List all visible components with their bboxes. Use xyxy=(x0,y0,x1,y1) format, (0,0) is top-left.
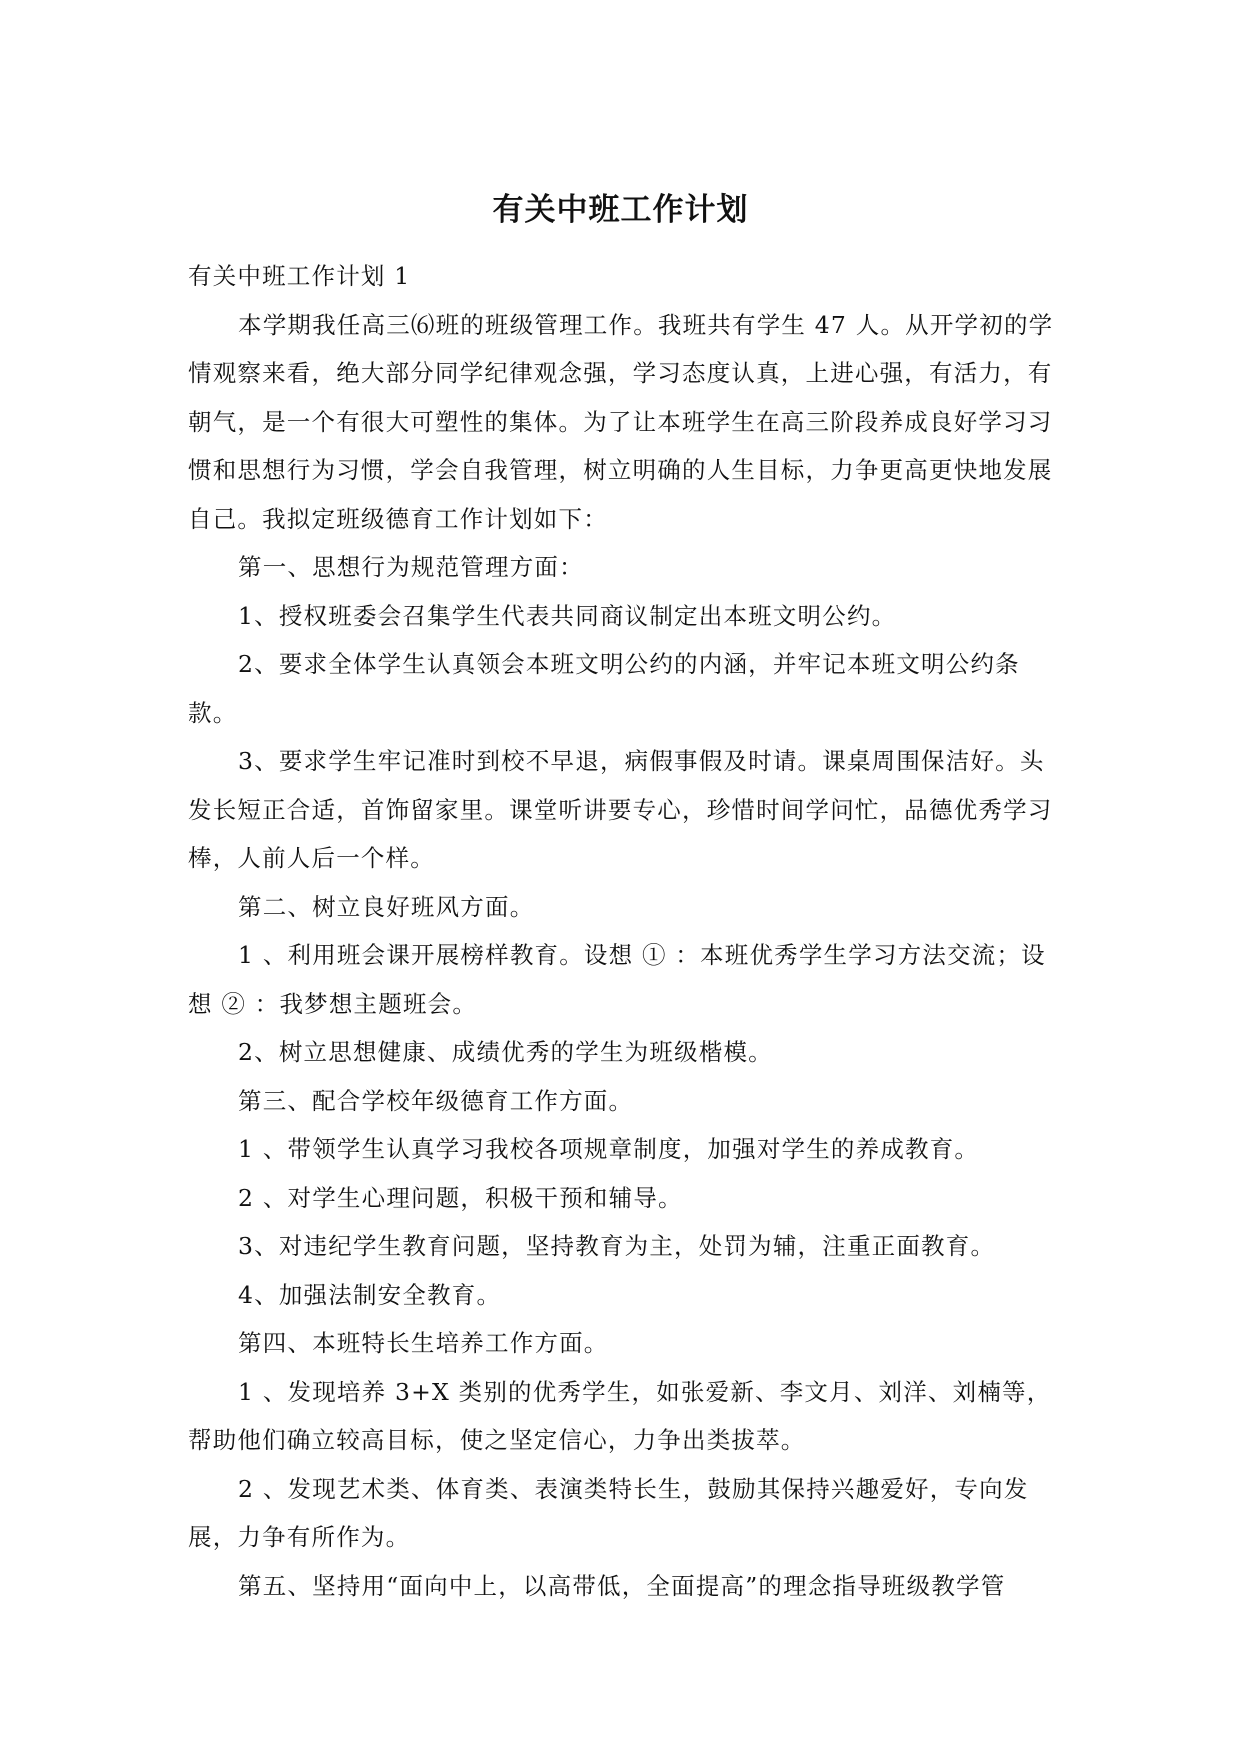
list-item: 4、加强法制安全教育。 xyxy=(238,1280,502,1309)
list-item: 3、要求学生牢记准时到校不早退，病假事假及时请。课桌周围保洁好。头发长短正合适，首饰留家里。课堂听讲要专心，珍惜时间学问忙，品德优秀学习棒，人前人后一个样。 xyxy=(188,747,1053,872)
section-heading-1: 第一、思想行为规范管理方面： xyxy=(238,553,584,581)
section-heading-4: 第四、本班特长生培养工作方面。 xyxy=(238,1329,609,1357)
subtitle-paragraph: 有关中班工作计划 1 xyxy=(188,262,411,290)
list-item: 2 、对学生心理问题，积极干预和辅导。 xyxy=(238,1183,683,1212)
list-item: 1、授权班委会召集学生代表共同商议制定出本班文明公约。 xyxy=(238,601,897,630)
list-item: 1 、利用班会课开展榜样教育。设想 ① ：本班优秀学生学习方法交流；设想 ② ：我梦想主题班会。 xyxy=(188,941,1046,1018)
section-heading-2: 第二、树立良好班风方面。 xyxy=(238,892,535,921)
document-title: 有关中班工作计划 xyxy=(492,192,749,228)
document-body xyxy=(188,252,1058,1610)
intro-paragraph: 本学期我任高三⑹班的班级管理工作。我班共有学生 47 人。从开学初的学情观察来看，绝大部分同学纪律观念强，学习态度认真，上进心强，有活力，有朝气，是一个有很大可塑性的集体。为了让本班学生在高三阶段养成良好学习习惯和思想行为习惯，学会自我管理，树立明确的人生目标，力争更高更快地发展自己。我拟定班级德育工作计划如下： xyxy=(188,310,1054,533)
section-heading-3: 第三、配合学校年级德育工作方面。 xyxy=(238,1086,634,1115)
list-item: 2 、发现艺术类、体育类、表演类特长生，鼓励其保持兴趣爱好，专向发展，力争有所作为。 xyxy=(188,1474,1029,1551)
list-item: 3、对违纪学生教育问题，坚持教育为主，处罚为辅，注重正面教育。 xyxy=(238,1232,996,1260)
section-heading-5: 第五、坚持用“面向中上，以高带低，全面提高”的理念指导班级教学管 xyxy=(238,1571,1006,1600)
list-item: 1 、发现培养 3+X 类别的优秀学生，如张爱新、李文月、刘洋、刘楠等，帮助他们确立较高目标，使之坚定信心，力争出类拔萃。 xyxy=(188,1377,1052,1454)
list-item: 2、要求全体学生认真领会本班文明公约的内涵，并牢记本班文明公约条款。 xyxy=(188,650,1020,727)
list-item: 1 、带领学生认真学习我校各项规章制度，加强对学生的养成教育。 xyxy=(238,1135,980,1163)
list-item: 2、树立思想健康、成绩优秀的学生为班级楷模。 xyxy=(238,1038,773,1066)
